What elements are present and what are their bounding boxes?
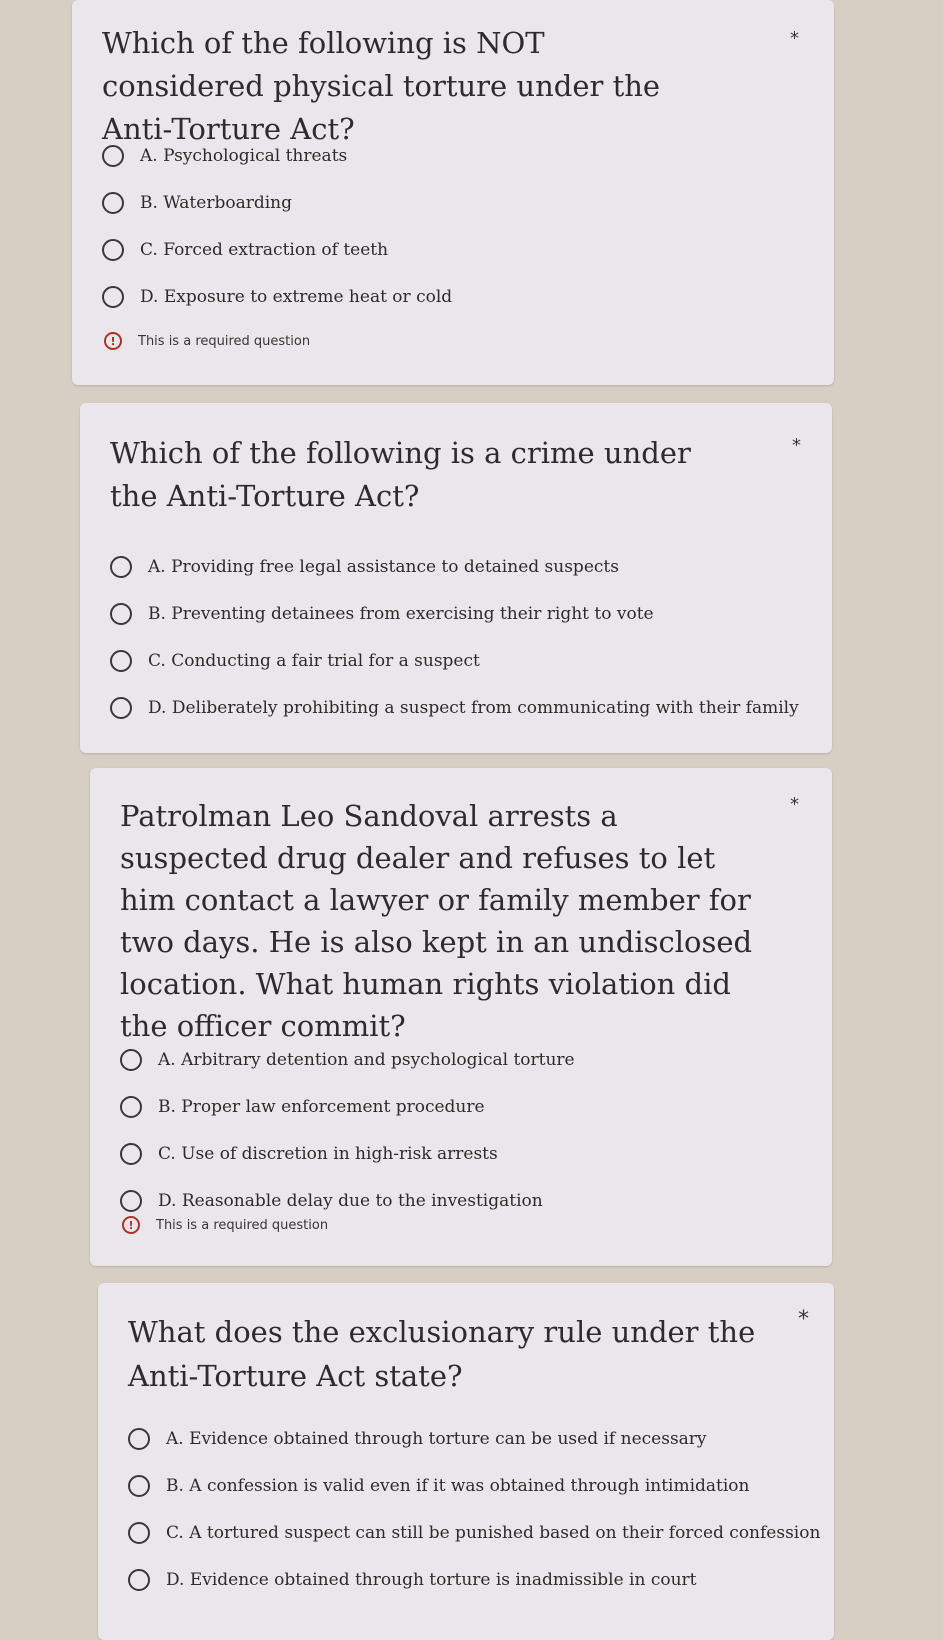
radio-button[interactable]: [110, 556, 132, 578]
option-label: B. A confession is valid even if it was obtained through intimidation: [166, 1475, 750, 1496]
radio-button[interactable]: [110, 603, 132, 625]
options-list: [128, 1415, 820, 1603]
options-list: [120, 1036, 575, 1224]
option-d[interactable]: [110, 684, 799, 731]
option-label: B. Preventing detainees from exercising their right to vote: [148, 603, 654, 624]
option-c[interactable]: [128, 1509, 820, 1556]
option-b[interactable]: [110, 590, 799, 637]
exclamation-circle-icon: !: [104, 332, 122, 350]
option-label: C. A tortured suspect can still be punished based on their forced confession: [166, 1522, 821, 1543]
error-text: This is a required question: [156, 1217, 329, 1233]
option-d[interactable]: [128, 1556, 820, 1603]
option-a[interactable]: [102, 132, 452, 179]
option-label: A. Evidence obtained through torture can be used if necessary: [166, 1428, 707, 1449]
radio-button[interactable]: [110, 697, 132, 719]
option-a[interactable]: [128, 1415, 820, 1462]
option-label: D. Deliberately prohibiting a suspect from communicating with their family: [148, 697, 799, 718]
radio-button[interactable]: [120, 1096, 142, 1118]
options-list: [110, 543, 799, 731]
question-card-2: [80, 403, 832, 753]
options-list: [102, 132, 452, 320]
radio-button[interactable]: [102, 145, 124, 167]
error-text: This is a required question: [138, 333, 311, 349]
required-asterisk: *: [798, 1307, 809, 1332]
option-a[interactable]: [110, 543, 799, 590]
radio-button[interactable]: [120, 1143, 142, 1165]
question-title: Which of the following is NOT considered physical torture under the Anti-Torture Act?: [102, 26, 661, 146]
option-label: C. Forced extraction of teeth: [140, 239, 389, 260]
radio-button[interactable]: [110, 650, 132, 672]
option-b[interactable]: [102, 179, 452, 226]
option-d[interactable]: [102, 273, 452, 320]
radio-button[interactable]: [102, 286, 124, 308]
option-label: A. Psychological threats: [140, 145, 348, 166]
question-title: What does the exclusionary rule under the Anti-Torture Act state?: [128, 1315, 756, 1393]
radio-button[interactable]: [120, 1190, 142, 1212]
question-title: Which of the following is a crime under the Anti-Torture Act?: [110, 436, 691, 513]
question-card-4: [98, 1283, 834, 1640]
option-label: A. Providing free legal assistance to detained suspects: [148, 556, 619, 577]
option-label: D. Reasonable delay due to the investigation: [158, 1190, 543, 1211]
radio-button[interactable]: [128, 1475, 150, 1497]
radio-button[interactable]: [128, 1569, 150, 1591]
radio-button[interactable]: [128, 1428, 150, 1450]
required-asterisk: *: [790, 794, 799, 815]
option-b[interactable]: [128, 1462, 820, 1509]
option-label: D. Exposure to extreme heat or cold: [140, 286, 453, 307]
option-c[interactable]: [120, 1130, 575, 1177]
option-label: B. Waterboarding: [140, 192, 292, 213]
option-a[interactable]: [120, 1036, 575, 1083]
option-label: A. Arbitrary detention and psychological torture: [158, 1049, 575, 1070]
radio-button[interactable]: [128, 1522, 150, 1544]
question-title: Patrolman Leo Sandoval arrests a suspected drug dealer and refuses to let him contact a lawyer or family member for two days. He is also kept in an undisclosed location. What human rights violation did the officer commit?: [120, 799, 753, 1043]
option-label: C. Use of discretion in high-risk arrests: [158, 1143, 498, 1164]
option-label: B. Proper law enforcement procedure: [158, 1096, 485, 1117]
radio-button[interactable]: [120, 1049, 142, 1071]
option-c[interactable]: [110, 637, 799, 684]
required-error-message: [122, 1216, 328, 1234]
radio-button[interactable]: [102, 192, 124, 214]
option-label: C. Conducting a fair trial for a suspect: [148, 650, 480, 671]
question-card-3: [90, 768, 832, 1266]
radio-button[interactable]: [102, 239, 124, 261]
required-asterisk: *: [790, 28, 799, 49]
option-c[interactable]: [102, 226, 452, 273]
option-label: D. Evidence obtained through torture is inadmissible in court: [166, 1569, 697, 1590]
option-b[interactable]: [120, 1083, 575, 1130]
required-asterisk: *: [792, 435, 801, 456]
question-card-1: [72, 0, 834, 385]
required-error-message: [104, 332, 310, 350]
exclamation-circle-icon: !: [122, 1216, 140, 1234]
